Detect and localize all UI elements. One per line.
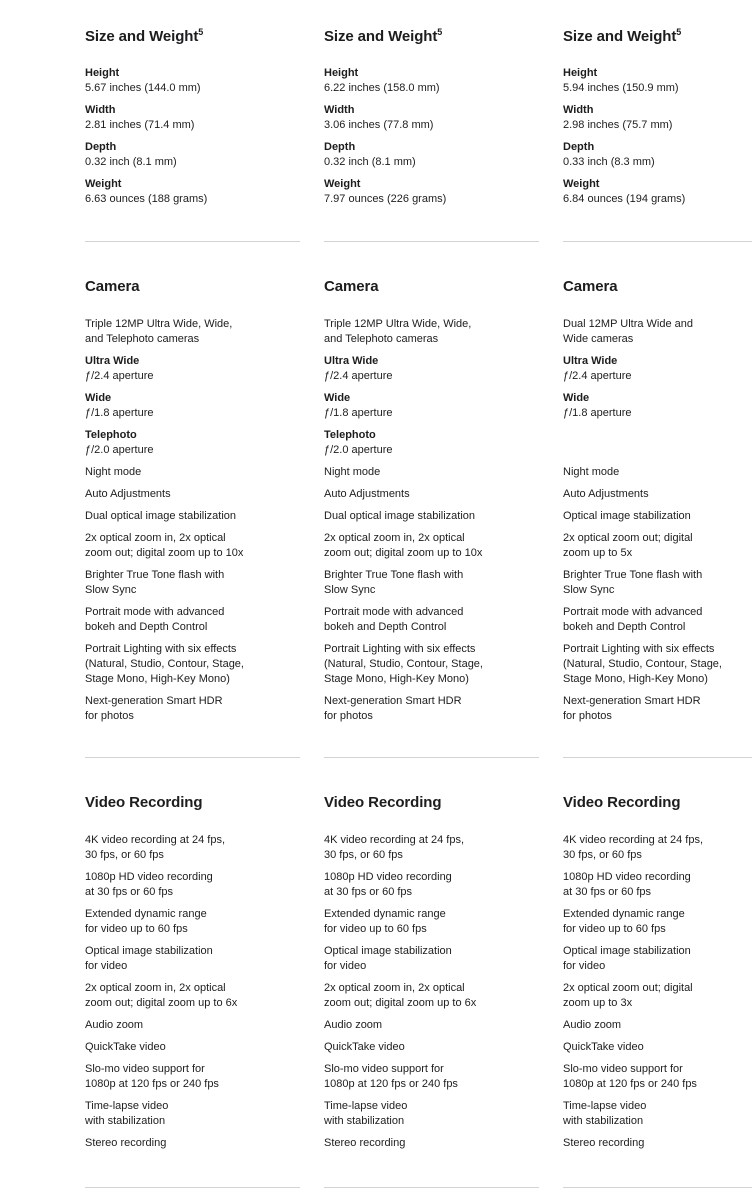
camera-feature [85, 531, 300, 561]
lens-item [563, 354, 752, 384]
video-feature [563, 907, 752, 937]
spec-value: 6.63 ounces (188 grams) [85, 193, 208, 205]
camera-feature [85, 568, 300, 598]
video-feature [563, 1099, 752, 1129]
camera-feature-text: Portrait Lighting with six effects (Natural, Studio, Contour, Stage, Stage Mono, High-Key Mono) [563, 643, 722, 685]
section-heading [324, 794, 539, 812]
section-heading [324, 278, 539, 296]
video-feature [85, 1040, 300, 1055]
lens-value: ƒ/2.0 aperture [324, 444, 393, 456]
camera-feature-text: Brighter True Tone flash with Slow Sync [563, 569, 703, 596]
camera-feature-text: Brighter True Tone flash with Slow Sync [324, 569, 464, 596]
heading-text: Size and Weight [85, 28, 199, 45]
camera-feature [563, 531, 752, 561]
video-feature-text: Time-lapse video with stabilization [85, 1100, 169, 1127]
video-feature-text: Optical image stabilization for video [324, 945, 452, 972]
section-divider [85, 241, 300, 242]
camera-section [324, 278, 539, 722]
lens-value: ƒ/2.0 aperture [85, 444, 154, 456]
camera-section [563, 278, 752, 722]
heading-text: Video Recording [563, 794, 681, 811]
lens-label: Wide [85, 392, 112, 404]
camera-feature [85, 487, 300, 502]
lens-label: Telephoto [324, 429, 376, 441]
spec-label: Depth [563, 141, 595, 153]
video-feature [85, 833, 300, 863]
spec-label: Height [563, 67, 598, 79]
spec-label: Width [324, 104, 355, 116]
camera-feature [563, 465, 752, 480]
size-weight-section [324, 28, 539, 214]
camera-feature [85, 694, 300, 724]
spec-label: Weight [324, 178, 361, 190]
lens-item [563, 391, 752, 421]
spec-value: 2.98 inches (75.7 mm) [563, 119, 673, 131]
camera-feature-text: Night mode [324, 466, 381, 478]
section-heading [85, 794, 300, 812]
video-feature-text: QuickTake video [85, 1041, 166, 1053]
camera-feature [563, 568, 752, 598]
video-feature-text: Optical image stabilization for video [85, 945, 213, 972]
spec-item [85, 140, 300, 170]
lens-value: ƒ/1.8 aperture [563, 407, 632, 419]
video-feature [85, 1018, 300, 1033]
spec-label: Weight [85, 178, 122, 190]
section-heading [563, 794, 752, 812]
footnote-marker[interactable]: 5 [437, 27, 443, 37]
video-feature [563, 981, 752, 1011]
footnote-marker[interactable]: 5 [676, 27, 682, 37]
video-feature-text: 1080p HD video recording at 30 fps or 60 fps [85, 871, 213, 898]
camera-feature [563, 487, 752, 502]
video-feature-text: Extended dynamic range for video up to 60 fps [85, 908, 207, 935]
lens-item [85, 354, 300, 384]
size-weight-section [85, 28, 300, 214]
video-feature-text: Extended dynamic range for video up to 60 fps [563, 908, 685, 935]
size-weight-section [563, 28, 752, 214]
lens-item [85, 391, 300, 421]
video-feature-text: Slo-mo video support for 1080p at 120 fps or 240 fps [324, 1063, 458, 1090]
camera-feature-text: 2x optical zoom out; digital zoom up to 5x [563, 532, 693, 559]
heading-text: Size and Weight [324, 28, 438, 45]
video-feature [563, 1136, 752, 1151]
camera-feature [563, 694, 752, 724]
video-recording-section [563, 794, 752, 1158]
spec-value: 0.32 inch (8.1 mm) [324, 156, 416, 168]
video-feature-text: Slo-mo video support for 1080p at 120 fps or 240 fps [563, 1063, 697, 1090]
section-heading [324, 28, 539, 46]
video-recording-section [324, 794, 539, 1158]
spec-item [324, 103, 539, 133]
spec-label: Weight [563, 178, 600, 190]
video-feature [324, 1018, 539, 1033]
video-feature-text: Audio zoom [85, 1019, 144, 1031]
camera-feature-text: Next-generation Smart HDR for photos [324, 695, 462, 722]
spec-value: 2.81 inches (71.4 mm) [85, 119, 195, 131]
video-feature [563, 1040, 752, 1055]
camera-feature [324, 605, 539, 635]
video-feature [324, 981, 539, 1011]
video-feature-text: Stereo recording [324, 1137, 406, 1149]
camera-summary-text: Triple 12MP Ultra Wide, Wide, and Telephoto cameras [324, 318, 472, 345]
camera-feature-text: 2x optical zoom in, 2x optical zoom out; digital zoom up to 10x [85, 532, 244, 559]
heading-text: Size and Weight [563, 28, 677, 45]
spec-value: 0.33 inch (8.3 mm) [563, 156, 655, 168]
video-feature-text: Time-lapse video with stabilization [563, 1100, 647, 1127]
camera-summary [563, 317, 752, 347]
camera-feature [324, 531, 539, 561]
spec-value: 5.67 inches (144.0 mm) [85, 82, 201, 94]
video-feature [85, 1136, 300, 1151]
video-feature [85, 1099, 300, 1129]
video-feature [324, 1136, 539, 1151]
camera-feature [85, 605, 300, 635]
lens-label: Ultra Wide [324, 355, 379, 367]
video-feature-text: Optical image stabilization for video [563, 945, 691, 972]
camera-feature-text: Next-generation Smart HDR for photos [563, 695, 701, 722]
video-feature [324, 870, 539, 900]
spec-label: Height [324, 67, 359, 79]
camera-feature [324, 642, 539, 687]
section-divider [563, 757, 752, 758]
spec-value: 7.97 ounces (226 grams) [324, 193, 447, 205]
heading-text: Video Recording [85, 794, 203, 811]
video-feature [324, 1099, 539, 1129]
camera-feature-text: Auto Adjustments [85, 488, 171, 500]
lens-label: Wide [324, 392, 351, 404]
camera-feature-text: Optical image stabilization [563, 510, 691, 522]
video-feature [85, 870, 300, 900]
camera-feature [85, 509, 300, 524]
lens-label: Ultra Wide [85, 355, 140, 367]
lens-item [324, 391, 539, 421]
spec-item [324, 177, 539, 207]
camera-summary [85, 317, 300, 347]
section-divider [324, 241, 539, 242]
lens-value: ƒ/2.4 aperture [563, 370, 632, 382]
spec-item [324, 140, 539, 170]
video-feature-text: Slo-mo video support for 1080p at 120 fps or 240 fps [85, 1063, 219, 1090]
camera-feature [324, 694, 539, 724]
camera-feature [85, 642, 300, 687]
video-recording-section [85, 794, 300, 1158]
spec-label: Depth [85, 141, 117, 153]
video-feature [324, 907, 539, 937]
spec-item [563, 177, 752, 207]
camera-feature [563, 642, 752, 687]
video-feature [85, 944, 300, 974]
lens-value: ƒ/1.8 aperture [85, 407, 154, 419]
video-feature [563, 1018, 752, 1033]
spec-item [85, 103, 300, 133]
spec-label: Depth [324, 141, 356, 153]
spec-item [85, 177, 300, 207]
lens-label: Wide [563, 392, 590, 404]
video-feature-text: 1080p HD video recording at 30 fps or 60 fps [563, 871, 691, 898]
lens-label: Ultra Wide [563, 355, 618, 367]
lens-item [324, 354, 539, 384]
video-feature [563, 1062, 752, 1092]
camera-section [85, 278, 300, 722]
camera-feature-text: Next-generation Smart HDR for photos [85, 695, 223, 722]
section-divider [85, 757, 300, 758]
camera-feature-text: Portrait mode with advanced bokeh and Depth Control [85, 606, 225, 633]
video-feature-text: Extended dynamic range for video up to 60 fps [324, 908, 446, 935]
section-divider [563, 241, 752, 242]
lens-value: ƒ/2.4 aperture [324, 370, 393, 382]
section-heading [563, 278, 752, 296]
heading-text: Video Recording [324, 794, 442, 811]
heading-text: Camera [563, 278, 618, 295]
video-feature [85, 907, 300, 937]
video-feature [85, 981, 300, 1011]
camera-feature [85, 465, 300, 480]
camera-feature [324, 509, 539, 524]
camera-feature [324, 465, 539, 480]
spec-label: Height [85, 67, 120, 79]
spec-value: 5.94 inches (150.9 mm) [563, 82, 679, 94]
camera-feature-text: Dual optical image stabilization [85, 510, 237, 522]
spec-item [563, 103, 752, 133]
section-divider [85, 1187, 300, 1188]
camera-feature-text: Night mode [85, 466, 142, 478]
camera-feature [324, 487, 539, 502]
spec-label: Width [85, 104, 116, 116]
camera-feature-text: Brighter True Tone flash with Slow Sync [85, 569, 225, 596]
camera-feature-text: Dual optical image stabilization [324, 510, 476, 522]
spec-value: 3.06 inches (77.8 mm) [324, 119, 434, 131]
video-feature [563, 833, 752, 863]
heading-text: Camera [85, 278, 140, 295]
camera-summary-text: Triple 12MP Ultra Wide, Wide, and Telephoto cameras [85, 318, 233, 345]
camera-feature-text: Night mode [563, 466, 620, 478]
spec-value: 6.22 inches (158.0 mm) [324, 82, 440, 94]
camera-feature [563, 509, 752, 524]
section-divider [324, 757, 539, 758]
spec-item [563, 140, 752, 170]
video-feature-text: 4K video recording at 24 fps, 30 fps, or 60 fps [563, 834, 704, 861]
camera-feature-text: Portrait mode with advanced bokeh and Depth Control [563, 606, 703, 633]
section-heading [85, 28, 300, 46]
spec-item [85, 66, 300, 96]
video-feature [85, 1062, 300, 1092]
spec-label: Width [563, 104, 594, 116]
heading-text: Camera [324, 278, 379, 295]
video-feature [324, 1062, 539, 1092]
section-heading [85, 278, 300, 296]
camera-feature-text: Portrait Lighting with six effects (Natural, Studio, Contour, Stage, Stage Mono, High-Key Mono) [85, 643, 244, 685]
lens-item [85, 428, 300, 458]
video-feature-text: QuickTake video [563, 1041, 644, 1053]
section-divider [563, 1187, 752, 1188]
video-feature-text: Stereo recording [563, 1137, 645, 1149]
video-feature [324, 833, 539, 863]
spec-value: 0.32 inch (8.1 mm) [85, 156, 177, 168]
camera-summary-text: Dual 12MP Ultra Wide and Wide cameras [563, 318, 694, 345]
lens-value: ƒ/1.8 aperture [324, 407, 393, 419]
camera-feature-text: Portrait Lighting with six effects (Natural, Studio, Contour, Stage, Stage Mono, High-Key Mono) [324, 643, 483, 685]
camera-feature-text: Portrait mode with advanced bokeh and Depth Control [324, 606, 464, 633]
video-feature [563, 944, 752, 974]
camera-feature-text: Auto Adjustments [563, 488, 649, 500]
video-feature-text: Audio zoom [563, 1019, 622, 1031]
camera-summary [324, 317, 539, 347]
video-feature-text: 4K video recording at 24 fps, 30 fps, or 60 fps [85, 834, 226, 861]
camera-feature-text: Auto Adjustments [324, 488, 410, 500]
video-feature-text: Time-lapse video with stabilization [324, 1100, 408, 1127]
video-feature [563, 870, 752, 900]
video-feature [324, 1040, 539, 1055]
footnote-marker[interactable]: 5 [198, 27, 204, 37]
video-feature-text: 2x optical zoom in, 2x optical zoom out; digital zoom up to 6x [85, 982, 238, 1009]
video-feature-text: 1080p HD video recording at 30 fps or 60 fps [324, 871, 452, 898]
camera-feature [563, 605, 752, 635]
section-heading [563, 28, 752, 46]
lens-label: Telephoto [85, 429, 137, 441]
spec-item [324, 66, 539, 96]
video-feature [324, 944, 539, 974]
section-divider [324, 1187, 539, 1188]
video-feature-text: Stereo recording [85, 1137, 167, 1149]
lens-value: ƒ/2.4 aperture [85, 370, 154, 382]
spec-item [563, 66, 752, 96]
video-feature-text: 4K video recording at 24 fps, 30 fps, or 60 fps [324, 834, 465, 861]
video-feature-text: 2x optical zoom in, 2x optical zoom out; digital zoom up to 6x [324, 982, 477, 1009]
lens-item [324, 428, 539, 458]
camera-feature [324, 568, 539, 598]
video-feature-text: Audio zoom [324, 1019, 383, 1031]
spec-value: 6.84 ounces (194 grams) [563, 193, 686, 205]
camera-feature-text: 2x optical zoom in, 2x optical zoom out; digital zoom up to 10x [324, 532, 483, 559]
video-feature-text: QuickTake video [324, 1041, 405, 1053]
video-feature-text: 2x optical zoom out; digital zoom up to 3x [563, 982, 693, 1009]
